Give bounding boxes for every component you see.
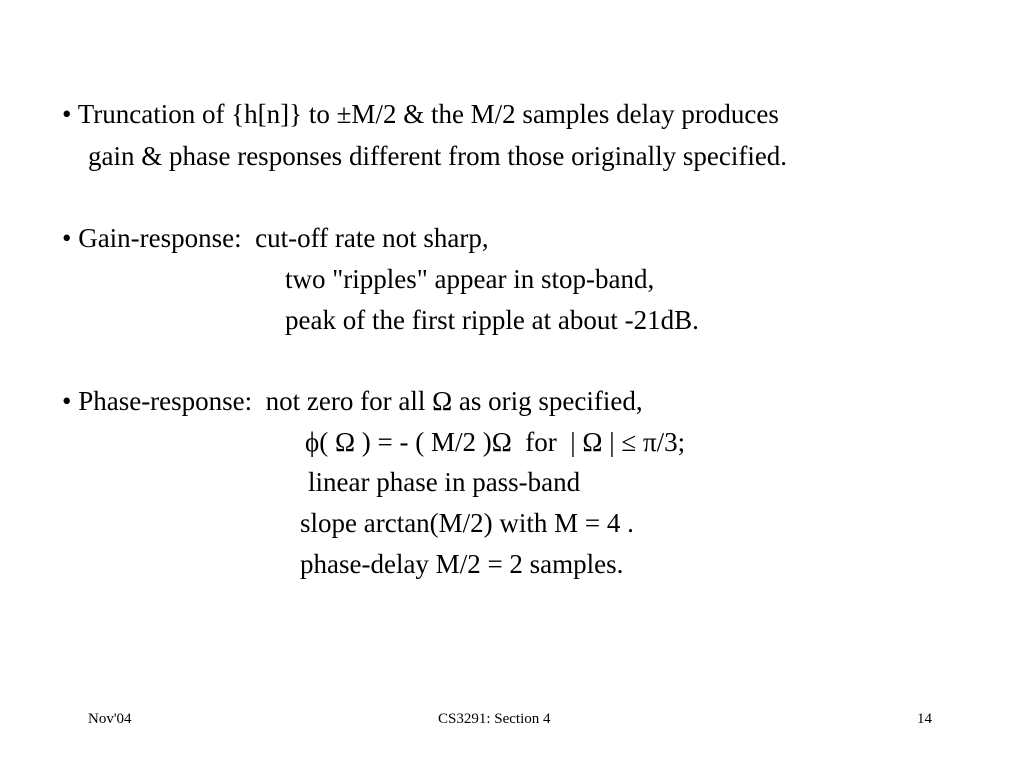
bullet-gain-response-line1: • Gain-response: cut-off rate not sharp,	[62, 223, 489, 253]
bullet-truncation-line1: • Truncation of {h[n]} to ±M/2 & the M/2 samples delay produces	[62, 99, 779, 129]
footer-course: CS3291: Section 4	[438, 711, 551, 727]
footer-date: Nov'04	[88, 711, 132, 727]
footer-page-number: 14	[917, 711, 932, 727]
phase-formula-line: ϕ( Ω ) = - ( M/2 )Ω for | Ω | ≤ π/3;	[305, 427, 686, 457]
bullet-gain-response-line3: peak of the first ripple at about -21dB.	[285, 305, 699, 335]
phase-linear-line: linear phase in pass-band	[308, 467, 581, 497]
bullet-phase-response-line1: • Phase-response: not zero for all Ω as orig specified,	[62, 386, 643, 416]
bullet-gain-response-line2: two "ripples" appear in stop-band,	[285, 264, 655, 294]
bullet-truncation-line2: gain & phase responses different from those originally specified.	[88, 141, 788, 171]
phase-delay-line: phase-delay M/2 = 2 samples.	[300, 549, 624, 579]
phase-slope-line: slope arctan(M/2) with M = 4 .	[300, 508, 634, 538]
